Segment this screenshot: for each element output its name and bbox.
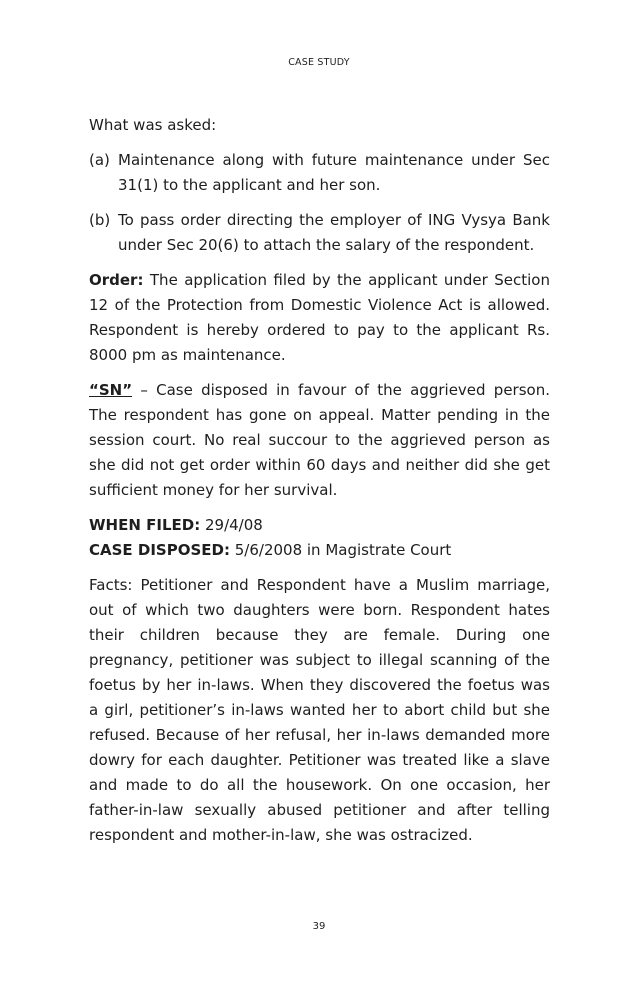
facts-paragraph: Facts: Petitioner and Respondent have a Muslim marriage, out of which two daughters were born. Respondent hates their children because they are female. During one pregnancy, petitioner was subject to illegal scanning of the foetus by her in-laws. When they discovered the foetus was a girl, petitioner’s in-laws wanted her to abort child but she refused. Because of her refusal, her in-laws demanded more dowry for each daughter. Petitioner was treated like a slave and made to do all the housework. On one occasion, her father-in-law sexually abused petitioner and after telling respondent and mother-in-law, she was ostracized. <box>89 576 550 844</box>
case-disposed-line <box>89 538 550 563</box>
item-marker: (b) <box>89 211 111 229</box>
asked-item <box>89 208 550 258</box>
running-header: CASE STUDY <box>288 57 350 68</box>
item-marker: (a) <box>89 151 110 169</box>
item-text: Maintenance along with future maintenance under Sec 31(1) to the applicant and her son. <box>118 151 550 194</box>
sn-paragraph <box>89 378 550 503</box>
when-filed-value: 29/4/08 <box>200 516 263 534</box>
when-filed-line <box>89 513 550 538</box>
order-paragraph <box>89 268 550 368</box>
order-text: The application filed by the applicant under Section 12 of the Protection from Domestic Violence Act is allowed. Respondent is hereby ordered to pay to the applicant Rs. 8000 pm as maintenance. <box>89 271 550 364</box>
when-filed-label: WHEN FILED: <box>89 516 201 534</box>
case-disposed-label: CASE DISPOSED: <box>89 541 230 559</box>
sn-label: “SN” <box>89 381 133 399</box>
body-text <box>89 113 550 858</box>
asked-item <box>89 148 550 198</box>
case-disposed-value: 5/6/2008 in Magistrate Court <box>229 541 452 559</box>
intro-heading: What was asked: <box>89 116 217 134</box>
page-number: 39 <box>312 921 326 932</box>
sn-text: – Case disposed in favour of the aggrieved person. The respondent has gone on appeal. Matter pending in the session court. No real succour to the aggrieved person as she did not get order within 60 days and neither did she get sufficient money for her survival. <box>89 381 550 499</box>
order-label: Order: <box>89 271 144 289</box>
item-text: To pass order directing the employer of ING Vysya Bank under Sec 20(6) to attach the salary of the respondent. <box>118 211 550 254</box>
